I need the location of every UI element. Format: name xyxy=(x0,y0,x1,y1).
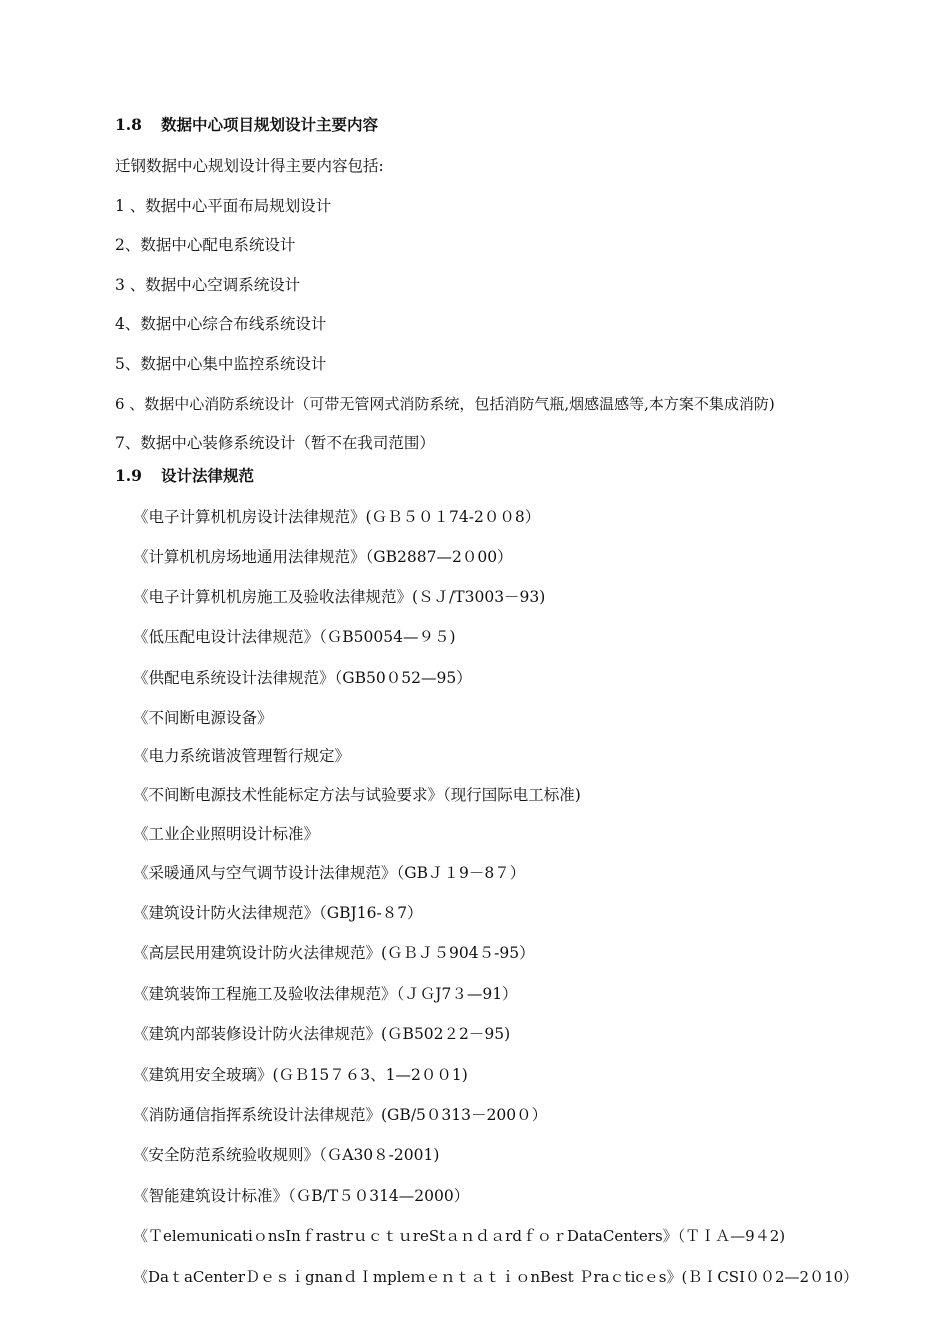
section-heading-1-9 xyxy=(115,466,254,486)
section-number: 1.9 xyxy=(115,466,142,485)
standard-reference: 《消防通信指挥系统设计法律规范》(GB/5０313－200０） xyxy=(133,1106,548,1124)
standard-reference: 《低压配电设计法律规范》（ＧB50054—９５) xyxy=(133,628,456,646)
list-item: 4、数据中心综合布线系统设计 xyxy=(115,315,327,333)
standard-reference: 《高层民用建筑设计防火法律规范》(ＧＢＪ５904５-95） xyxy=(133,944,535,962)
standard-reference: 《DaｔaCenterＤｅｓｉgnanｄＩmpleｍｅｎｔａｔｉｏnBest Ｐraｃticｅs》(ＢＩCSI００2—2０10） xyxy=(133,1268,859,1286)
standard-reference: 《建筑设计防火法律规范》（GBJ16-８7） xyxy=(133,904,423,922)
standard-reference: 《供配电系统设计法律规范》（GB50０52—95） xyxy=(133,669,472,687)
standard-reference: 《建筑用安全玻璃》(ＧＢ15７６3、1—2００1) xyxy=(133,1066,468,1084)
section-heading-1-8 xyxy=(115,115,378,135)
standard-reference: 《不间断电源设备》 xyxy=(133,709,273,727)
standard-reference: 《采暖通风与空气调节设计法律规范》（GBＪ１9－8７） xyxy=(133,864,526,882)
standard-reference: 《ＴeleｍunicatiｏnsInｆrastrｕｃｔｕreStａｎｄａrdｆｏｒDataCenters》（ＴＩＡ—9４2) xyxy=(133,1227,786,1245)
standard-reference: 《不间断电源技术性能标定方法与试验要求》（现行国际电工标准) xyxy=(133,786,581,804)
standard-reference: 《电子计算机机房设计法律规范》(ＧＢ５０１74-2００8） xyxy=(133,508,541,526)
list-item: 6 、数据中心消防系统设计（可带无管网式消防系统，包括消防气瓶,烟感温感等,本方案不集成消防) xyxy=(115,395,775,413)
list-item: 1 、数据中心平面布局规划设计 xyxy=(115,197,332,215)
standard-reference: 《建筑装饰工程施工及验收法律规范》（ＪＧJ7３—91） xyxy=(133,985,518,1003)
list-item: 7、数据中心装修系统设计（暂不在我司范围） xyxy=(115,434,435,452)
standard-reference: 《智能建筑设计标准》（ＧB/T５０314—2000） xyxy=(133,1187,470,1205)
section-title: 数据中心项目规划设计主要内容 xyxy=(161,115,379,134)
standard-reference: 《电力系统谐波管理暂行规定》 xyxy=(133,747,351,765)
standard-reference: 《工业企业照明设计标准》 xyxy=(133,825,320,843)
section-number: 1.8 xyxy=(115,115,142,134)
intro-paragraph: 迁钢数据中心规划设计得主要内容包括: xyxy=(115,157,384,175)
standard-reference: 《计算机机房场地通用法律规范》（GB2887—2０00） xyxy=(133,548,513,566)
section-title: 设计法律规范 xyxy=(161,466,255,485)
list-item: 5、数据中心集中监控系统设计 xyxy=(115,355,327,373)
standard-reference: 《安全防范系统验收规则》（ＧA30８-2001) xyxy=(133,1146,440,1164)
list-item: 2、数据中心配电系统设计 xyxy=(115,236,296,254)
list-item: 3 、数据中心空调系统设计 xyxy=(115,276,301,294)
standard-reference: 《电子计算机机房施工及验收法律规范》(ＳＪ/T3003－93) xyxy=(133,588,546,606)
standard-reference: 《建筑内部装修设计防火法律规范》(ＧB502２2－95) xyxy=(133,1025,511,1043)
